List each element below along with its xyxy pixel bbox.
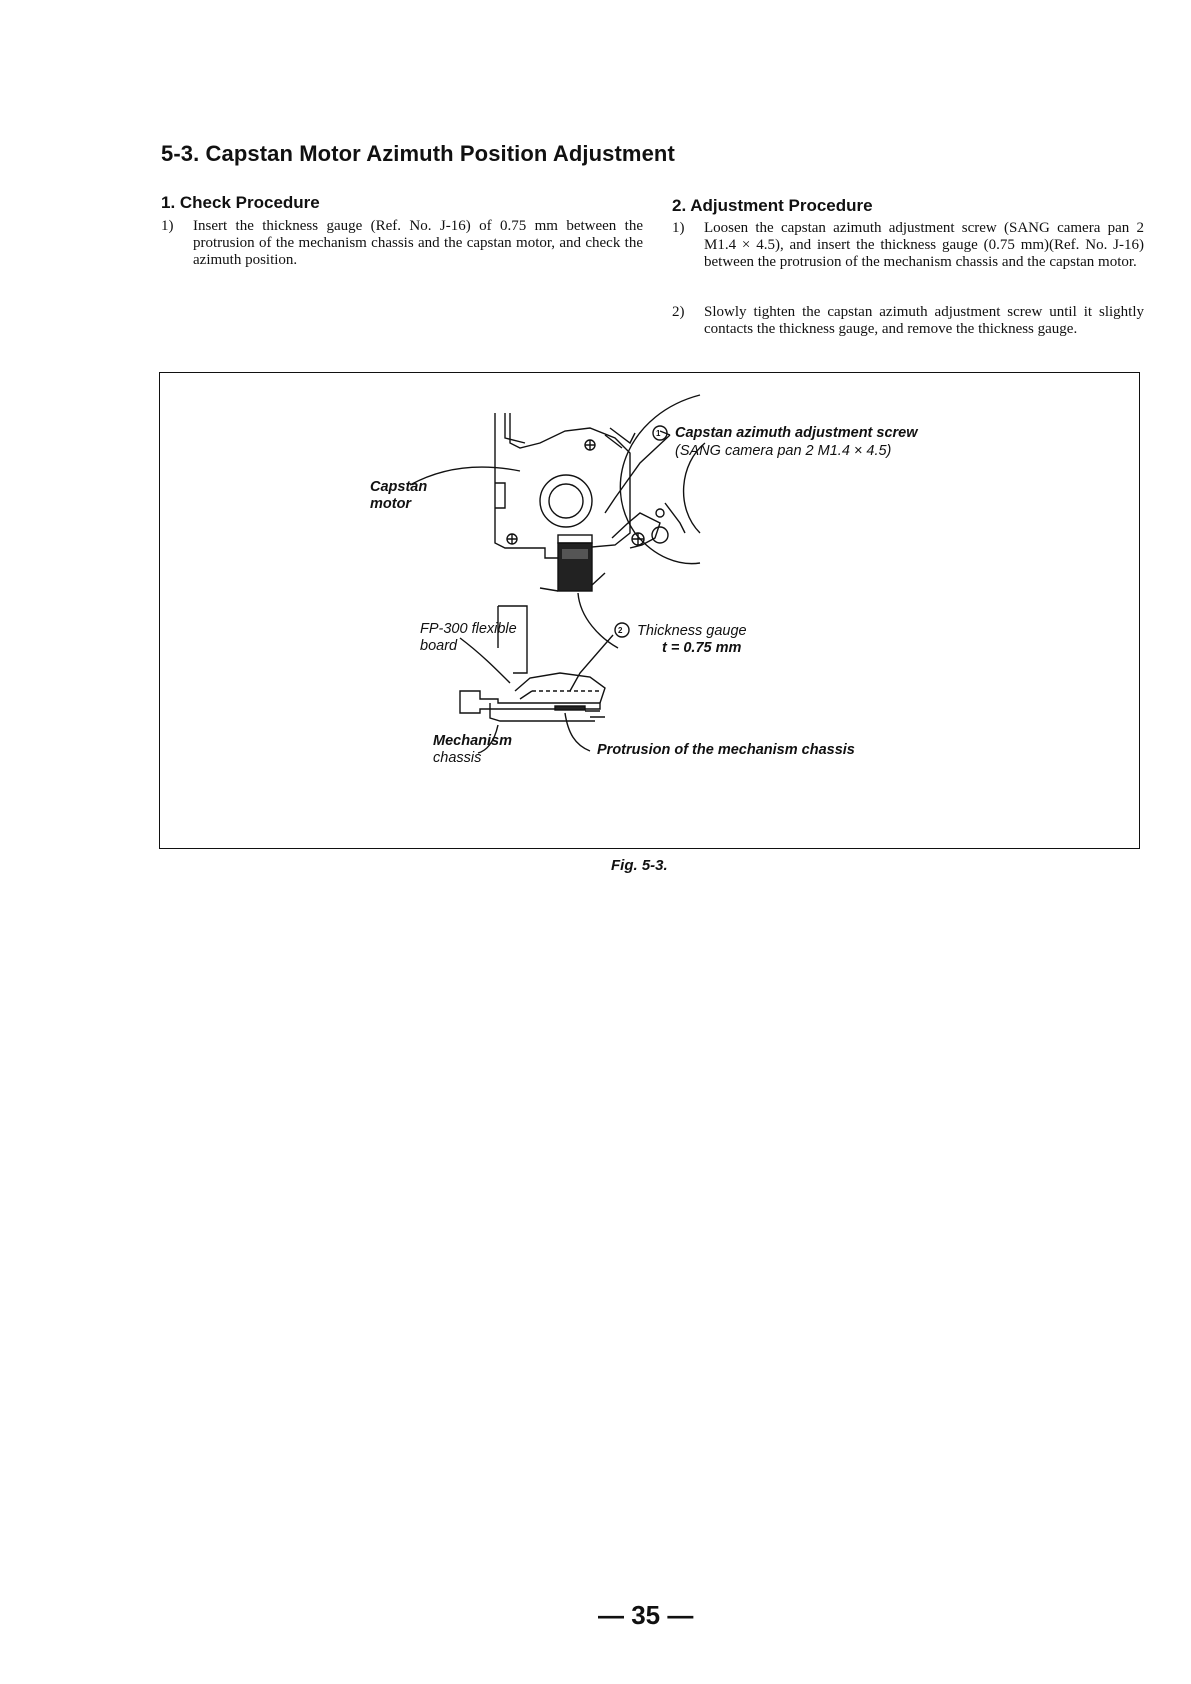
figure-caption: Fig. 5-3. xyxy=(611,857,668,874)
label-capstan-motor: Capstan motor xyxy=(370,479,428,512)
step-text: Loosen the capstan azimuth adjustment screw (SANG camera pan 2 M1.4 × 4.5), and insert the thickness gauge (0.75 mm)(Ref. No. J-16) between the protrusion of the mechanism chassis and the capstan motor. xyxy=(704,220,1144,270)
figure-box xyxy=(159,372,1140,849)
leader-screw xyxy=(605,435,670,513)
capstan-flywheel xyxy=(540,475,592,527)
label-gauge-thickness: t = 0.75 mm xyxy=(662,640,742,656)
section-title: 5-3. Capstan Motor Azimuth Position Adjustment xyxy=(161,141,675,166)
check-procedure-heading: 1. Check Procedure xyxy=(161,193,320,212)
step-text: Slowly tighten the capstan azimuth adjustment screw until it slightly contacts the thickness gauge, and remove the thickness gauge. xyxy=(704,304,1144,337)
leader-thickness-gauge xyxy=(570,635,613,691)
leader-gauge xyxy=(578,593,618,648)
adjust-step-1 xyxy=(672,220,1144,271)
capstan-motor-plate xyxy=(495,413,630,558)
page-number: — 35 — xyxy=(598,1600,694,1630)
step-number: 1) xyxy=(161,218,174,234)
label-fp-board: FP-300 flexible board xyxy=(420,621,517,654)
label-gauge-number: 2 xyxy=(618,626,623,635)
label-mechanism-chassis: Mechanism chassis xyxy=(433,733,512,766)
step-number: 2) xyxy=(672,304,685,320)
adjustment-procedure-heading: 2. Adjustment Procedure xyxy=(672,196,873,215)
mechanism-diagram xyxy=(160,373,1141,850)
label-gauge-title: Thickness gauge xyxy=(637,623,747,639)
step-text: Insert the thickness gauge (Ref. No. J-16) of 0.75 mm between the protrusion of the mechanism chassis and the capstan motor, and check the azimuth position. xyxy=(193,218,643,268)
label-screw-spec: (SANG camera pan 2 M1.4 × 4.5) xyxy=(675,443,892,459)
check-step-1 xyxy=(161,218,643,269)
label-screw-number: 1 xyxy=(656,429,661,438)
label-screw-title: Capstan azimuth adjustment screw xyxy=(675,425,918,441)
leader-protrusion xyxy=(565,713,590,751)
label-protrusion: Protrusion of the mechanism chassis xyxy=(597,742,855,758)
step-number: 1) xyxy=(672,220,685,236)
adjust-step-2 xyxy=(672,304,1144,338)
